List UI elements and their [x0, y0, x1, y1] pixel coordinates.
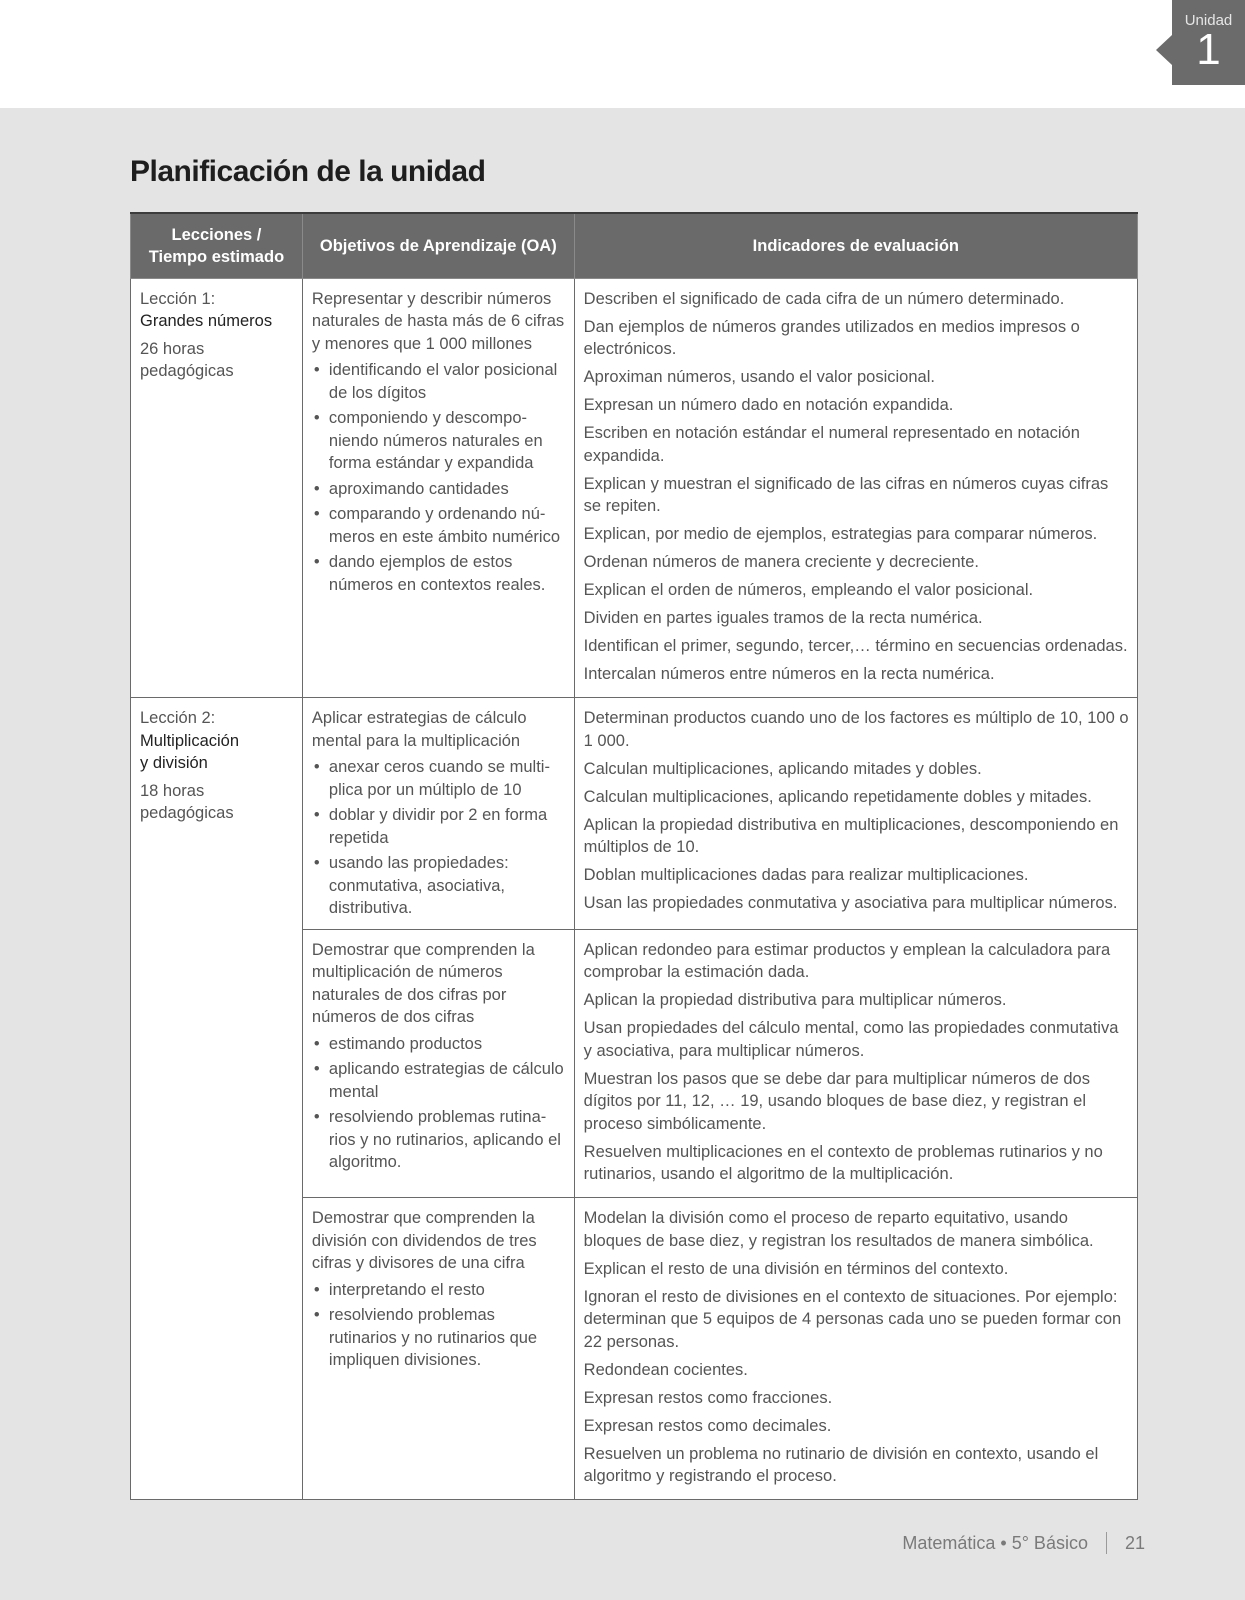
indicator-item: Calculan multiplicaciones, aplicando repetidamente dobles y mitades. [583, 787, 1092, 806]
lesson-cell [131, 278, 303, 698]
list-item: • usando las propiedades: conmutativa, asociativa, distributiva. [312, 852, 566, 920]
header-lessons-line2: Tiempo estimado [148, 247, 285, 266]
indicator-item: Modelan la división como el proceso de reparto equitativo, usando bloques de base diez, y registran los resultados de manera simbólica. [583, 1209, 1094, 1250]
header-objectives: Objetivos de Aprendizaje (OA) [302, 213, 574, 278]
indicator-item: Aplican la propiedad distributiva para multiplicar números. [583, 991, 1007, 1009]
indicators-cell [574, 698, 1137, 930]
unit-plan-table [130, 212, 1138, 1500]
indicator-list [584, 707, 1129, 915]
indicator-item: Calculan multiplicaciones, aplicando mitades y dobles. [583, 759, 982, 778]
indicator-item: Muestran los pasos que se debe dar para multiplicar números de dos dígitos por 11, 12, … 19, usando bloques de base diez, y registran el proceso simbólicamente. [583, 1069, 1090, 1133]
indicator-item: Explican y muestran el significado de las cifras en números cuyas cifras se repiten. [583, 474, 1109, 515]
indicators-cell [574, 278, 1137, 698]
lesson-cell [131, 698, 303, 1500]
list-item: • interpretando el resto [312, 1279, 566, 1302]
objective-intro: Demostrar que comprenden la división con dividendos de tres cifras y divisores de una cifra [311, 1209, 537, 1272]
indicator-item: Explican, por medio de ejemplos, estrategias para comparar números. [583, 525, 1098, 543]
objective-cell [302, 278, 574, 698]
list-item: • resolviendo problemas rutinarios y no rutinarios que impliquen divisiones. [312, 1304, 566, 1372]
indicator-item: Intercalan números entre números en la recta numérica. [583, 665, 995, 683]
header-indicators: Indicadores de evaluación [574, 213, 1137, 278]
list-item: • anexar ceros cuando se multi-plica por un múltiplo de 10 [312, 756, 566, 801]
indicator-item: Usan las propiedades conmutativa y asociativa para multiplicar números. [583, 894, 1118, 912]
indicators-cell [574, 1198, 1137, 1500]
indicator-item: Identifican el primer, segundo, tercer,… término en secuencias ordenadas. [583, 637, 1128, 655]
lesson-number: Lección 2: [140, 709, 216, 727]
indicator-item: Redondean cocientes. [583, 1360, 748, 1379]
lesson-name: Grandes números [140, 312, 273, 330]
objective-list [312, 756, 566, 920]
objective-cell [302, 698, 574, 930]
page-footer [902, 1532, 1145, 1554]
indicator-item: Aproximan números, usando el valor posicional. [583, 368, 935, 386]
footer-divider [1106, 1532, 1107, 1554]
objective-cell [302, 1198, 574, 1500]
footer-book-title: Matemática • 5° Básico [902, 1532, 1088, 1553]
indicator-item: Explican el resto de una división en términos del contexto. [583, 1259, 1009, 1278]
unit-tab [1172, 0, 1245, 85]
list-item: • estimando productos [312, 1033, 566, 1056]
indicator-item: Determinan productos cuando uno de los factores es múltiplo de 10, 100 o 1 000. [583, 709, 1129, 750]
indicator-item: Expresan un número dado en notación expandida. [583, 396, 954, 414]
lesson-name-line1: Multiplicación [140, 731, 240, 750]
lesson-time: 18 horas pedagógicas [140, 781, 234, 822]
indicator-item: Ordenan números de manera creciente y decreciente. [583, 553, 979, 571]
header-lessons-line1: Lecciones / [171, 225, 262, 244]
indicator-list [584, 1207, 1129, 1488]
table-header-row [131, 213, 1138, 278]
unit-tab-label: Unidad [1184, 12, 1233, 29]
objective-list [312, 359, 566, 596]
indicator-item: Dan ejemplos de números grandes utilizados en medios impresos o electrónicos. [583, 317, 1080, 358]
objective-intro: Aplicar estrategias de cálculo mental para la multiplicación [311, 709, 527, 750]
footer-page-number: 21 [1124, 1532, 1145, 1553]
indicator-item: Dividen en partes iguales tramos de la recta numérica. [583, 609, 983, 627]
table-row [131, 698, 1138, 930]
objective-intro: Demostrar que comprenden la multiplicación de números naturales de dos cifras por números de dos cifras [311, 940, 535, 1026]
objective-cell [302, 929, 574, 1198]
indicator-item: Resuelven un problema no rutinario de división en contexto, usando el algoritmo y registrando el proceso. [583, 1444, 1099, 1485]
indicator-list [584, 288, 1129, 686]
indicator-item: Expresan restos como fracciones. [583, 1388, 833, 1407]
page-header-band [0, 0, 1245, 108]
indicator-item: Usan propiedades del cálculo mental, como las propiedades conmutativa y asociativa, para multiplicar números. [583, 1019, 1119, 1060]
indicator-item: Escriben en notación estándar el numeral representado en notación expandida. [583, 424, 1080, 465]
list-item: • comparando y ordenando nú-meros en este ámbito numérico [312, 503, 566, 548]
header-lessons [131, 213, 303, 278]
list-item: • dando ejemplos de estos números en contextos reales. [312, 551, 566, 596]
indicator-item: Ignoran el resto de divisiones en el contexto de situaciones. Por ejemplo: determinan que 5 equipos de 4 personas cada uno se pueden formar con 22 personas. [583, 1287, 1122, 1351]
list-item: • identificando el valor posicional de los dígitos [312, 359, 566, 404]
list-item: • aproximando cantidades [312, 478, 566, 501]
indicator-item: Expresan restos como decimales. [583, 1416, 832, 1435]
list-item: • aplicando estrategias de cálculo mental [312, 1058, 566, 1103]
indicator-item: Aplican redondeo para estimar productos y emplean la calculadora para comprobar la estimación dada. [583, 940, 1111, 981]
objective-intro: Representar y describir números naturales de hasta más de 6 cifras y menores que 1 000 millones [311, 289, 565, 353]
list-item: • doblar y dividir por 2 en forma repetida [312, 804, 566, 849]
lesson-number: Lección 1: [140, 289, 216, 308]
lesson-time: 26 horas pedagógicas [140, 339, 234, 380]
indicators-cell [574, 929, 1137, 1198]
indicator-item: Doblan multiplicaciones dadas para realizar multiplicaciones. [583, 866, 1029, 884]
objective-list [312, 1033, 566, 1174]
indicator-list [584, 939, 1129, 1186]
table-row [131, 278, 1138, 698]
indicator-item: Resuelven multiplicaciones en el contexto de problemas rutinarios y no rutinarios, usando el algoritmo de la multiplicación. [583, 1142, 1103, 1183]
unit-tab-number: 1 [1196, 25, 1221, 74]
page-title: Planificación de la unidad [130, 155, 486, 188]
objective-list [312, 1279, 566, 1372]
indicator-item: Explican el orden de números, empleando el valor posicional. [583, 581, 1034, 599]
indicator-item: Describen el significado de cada cifra de un número determinado. [583, 289, 1065, 308]
list-item: • resolviendo problemas rutina-rios y no rutinarios, aplicando el algoritmo. [312, 1106, 566, 1174]
list-item: • componiendo y descompo-niendo números naturales en forma estándar y expandida [312, 407, 566, 475]
indicator-item: Aplican la propiedad distributiva en multiplicaciones, descomponiendo en múltiplos de 10. [583, 815, 1119, 856]
lesson-name-line2: y división [140, 754, 208, 772]
